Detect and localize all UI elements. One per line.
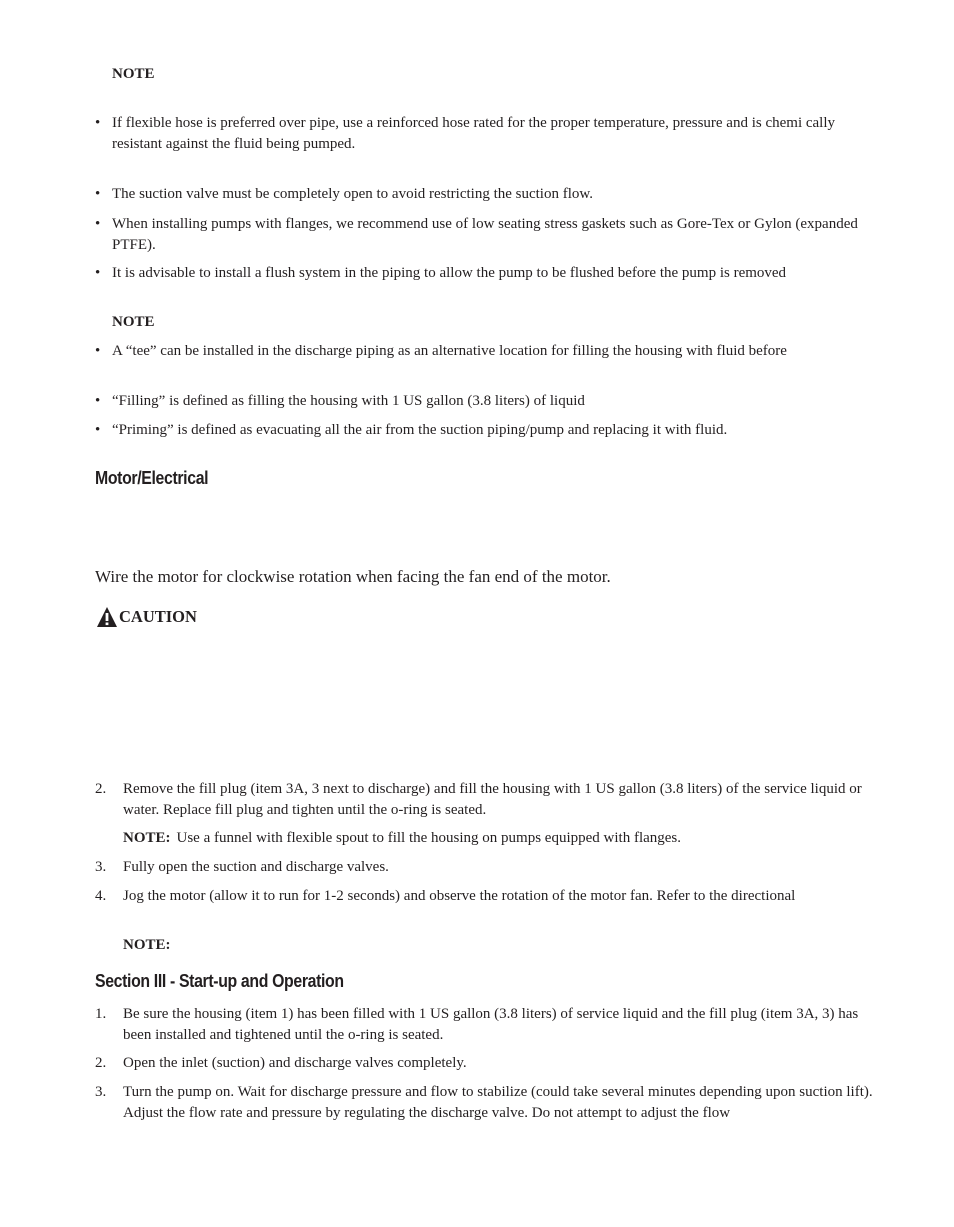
step-number: 4. (95, 888, 107, 904)
step-text: Open the inlet (suction) and discharge valves completely. (123, 1055, 467, 1071)
step-number: 3. (95, 859, 107, 875)
list-item (95, 184, 885, 205)
step-text: Be sure the housing (item 1) has been filled with 1 US gallon (3.8 liters) of service liquid and the fill plug (item 3A, 3) has been installed and tightened until the o-ring is seated. (123, 1006, 859, 1043)
note-label: NOTE (112, 66, 155, 82)
numbered-step (95, 1053, 885, 1074)
step-number: 3. (95, 1084, 107, 1100)
bullet-marker: • (95, 186, 101, 202)
list-item-text: The suction valve must be completely open to avoid restricting the suction flow. (112, 186, 593, 202)
list-item (95, 214, 885, 255)
step-text: Fully open the suction and discharge valves. (123, 859, 389, 875)
bullet-marker: • (95, 343, 101, 359)
section-heading: Section III - Start-up and Operation (95, 971, 344, 991)
inline-note (123, 828, 903, 849)
inline-note-text: Use a funnel with flexible spout to fill the housing on pumps equipped with flanges. (176, 830, 682, 846)
bullet-marker: • (95, 115, 101, 131)
list-item-text: When installing pumps with flanges, we recommend use of low seating stress gaskets such as Gore-Tex or Gylon (expanded PTFE). (112, 216, 858, 253)
numbered-step (95, 779, 885, 820)
list-item-text: A “tee” can be installed in the discharge piping as an alternative location for filling the housing with fluid before (112, 343, 787, 359)
list-item-text: “Priming” is defined as evacuating all the air from the suction piping/pump and replacing it with fluid. (112, 422, 728, 438)
list-item (95, 420, 885, 441)
list-item (95, 341, 885, 362)
step-text: Jog the motor (allow it to run for 1-2 seconds) and observe the rotation of the motor fan. Refer to the directional (123, 888, 796, 904)
step-number: 2. (95, 1055, 107, 1071)
list-item-text: “Filling” is defined as filling the housing with 1 US gallon (3.8 liters) of liquid (112, 393, 585, 409)
bullet-marker: • (95, 216, 101, 232)
section-heading: Motor/Electrical (95, 468, 209, 488)
bullet-marker: • (95, 393, 101, 409)
step-number: 1. (95, 1006, 107, 1022)
caution-text: CAUTION (119, 607, 197, 626)
step-number: 2. (95, 781, 107, 797)
note-label: NOTE (112, 314, 155, 330)
list-item-text: If flexible hose is preferred over pipe, use a reinforced hose rated for the proper temperature, pressure and is chemi cally resistant against the fluid being pumped. (112, 115, 836, 152)
bullet-marker: • (95, 422, 101, 438)
list-item (95, 263, 885, 284)
numbered-step (95, 857, 885, 878)
numbered-step (95, 1004, 885, 1045)
note-label: NOTE: (123, 937, 171, 953)
list-item (95, 391, 885, 412)
paragraph: Wire the motor for clockwise rotation when facing the fan end of the motor. (95, 567, 611, 586)
numbered-step (95, 1082, 885, 1123)
caution-label (96, 606, 197, 628)
step-text: Remove the fill plug (item 3A, 3 next to discharge) and fill the housing with 1 US gallon (3.8 liters) of the service liquid or water. Replace fill plug and tighten until the o-ring is seated. (123, 781, 862, 818)
inline-note-label: NOTE: (123, 830, 171, 846)
list-item (95, 113, 885, 154)
bullet-marker: • (95, 265, 101, 281)
warning-triangle-icon (96, 606, 118, 628)
numbered-step (95, 886, 885, 907)
list-item-text: It is advisable to install a flush system in the piping to allow the pump to be flushed before the pump is removed (112, 265, 787, 281)
step-text: Turn the pump on. Wait for discharge pressure and flow to stabilize (could take several minutes depending upon suction lift). Adjust the flow rate and pressure by regulating the discharge valve. Do not attempt to adjust the flow (123, 1084, 873, 1121)
